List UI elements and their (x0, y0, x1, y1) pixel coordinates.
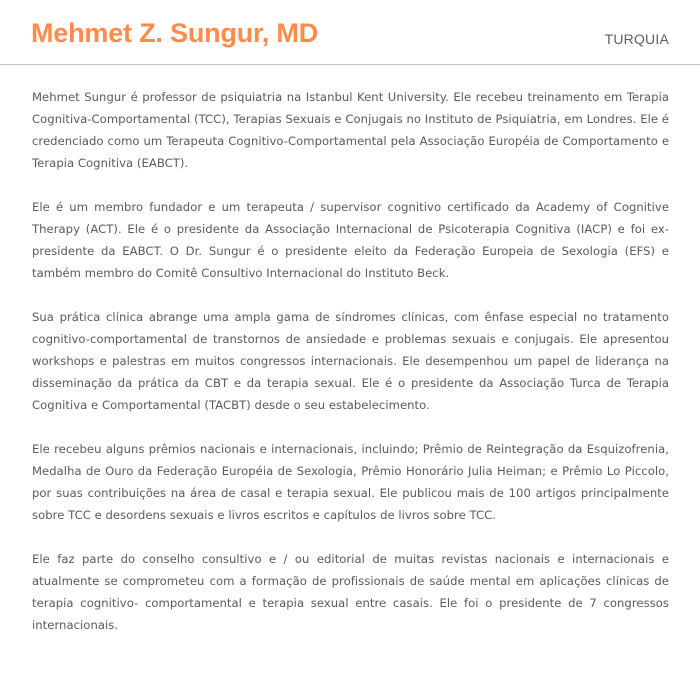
bio-paragraph: Ele recebeu alguns prêmios nacionais e internacionais, incluindo; Prêmio de Reintegração da Esquizofrenia, Medalha de Ouro da Federação Européia de Sexologia, Prêmio Honorário Julia Heiman; e Prêmio Lo Piccolo, por suas contribuições na área de casal e terapia sexual. Ele publicou mais de 100 artigos principalmente sobre TCC e desordens sexuais e livros escritos e capítulos de livros sobre TCC. (32, 442, 669, 522)
bio-paragraph: Ele é um membro fundador e um terapeuta / supervisor cognitivo certificado da Academy of Cognitive Therapy (ACT). Ele é o presidente da Associação Internacional de Psicoterapia Cognitiva (IACP) e foi ex-presidente da EABCT. O Dr. Sungur é o presidente eleito da Federação Europeia de Sexologia (EFS) e também membro do Comitê Consultivo Internacional do Instituto Beck. (32, 200, 669, 280)
bio-paragraph: Sua prática clínica abrange uma ampla gama de síndromes clínicas, com ênfase especial no tratamento cognitivo-comportamental de transtornos de ansiedade e problemas sexuais e conjugais. Ele apresentou workshops e palestras em muitos congressos internacionais. Ele desempenhou um papel de liderança na disseminação da prática da CBT e da terapia sexual. Ele é o presidente da Associação Turca de Terapia Cognitiva e Comportamental (TACBT) desde o seu estabelecimento. (32, 310, 669, 412)
bio-paragraph: Ele faz parte do conselho consultivo e / ou editorial de muitas revistas nacionais e internacionais e atualmente se comprometeu com a formação de profissionais de saúde mental em aplicações clínicas de terapia cognitivo- comportamental e terapia sexual entre casais. Ele foi o presidente de 7 congressos internacionais. (32, 552, 669, 632)
profile-header (0, 0, 700, 65)
page-title: Mehmet Z. Sungur, MD (31, 18, 319, 48)
bio-paragraph: Mehmet Sungur é professor de psiquiatria na Istanbul Kent University. Ele recebeu treinamento em Terapia Cognitiva-Comportamental (TCC), Terapias Sexuais e Conjugais no Instituto de Psiquiatria, em Londres. Ele é credenciado como um Terapeuta Cognitivo-Comportamental pela Associação Européia de Comportamento e Terapia Cognitiva (EABCT). (32, 90, 669, 170)
country-label: TURQUIA (604, 31, 669, 47)
bio-content (32, 86, 669, 658)
